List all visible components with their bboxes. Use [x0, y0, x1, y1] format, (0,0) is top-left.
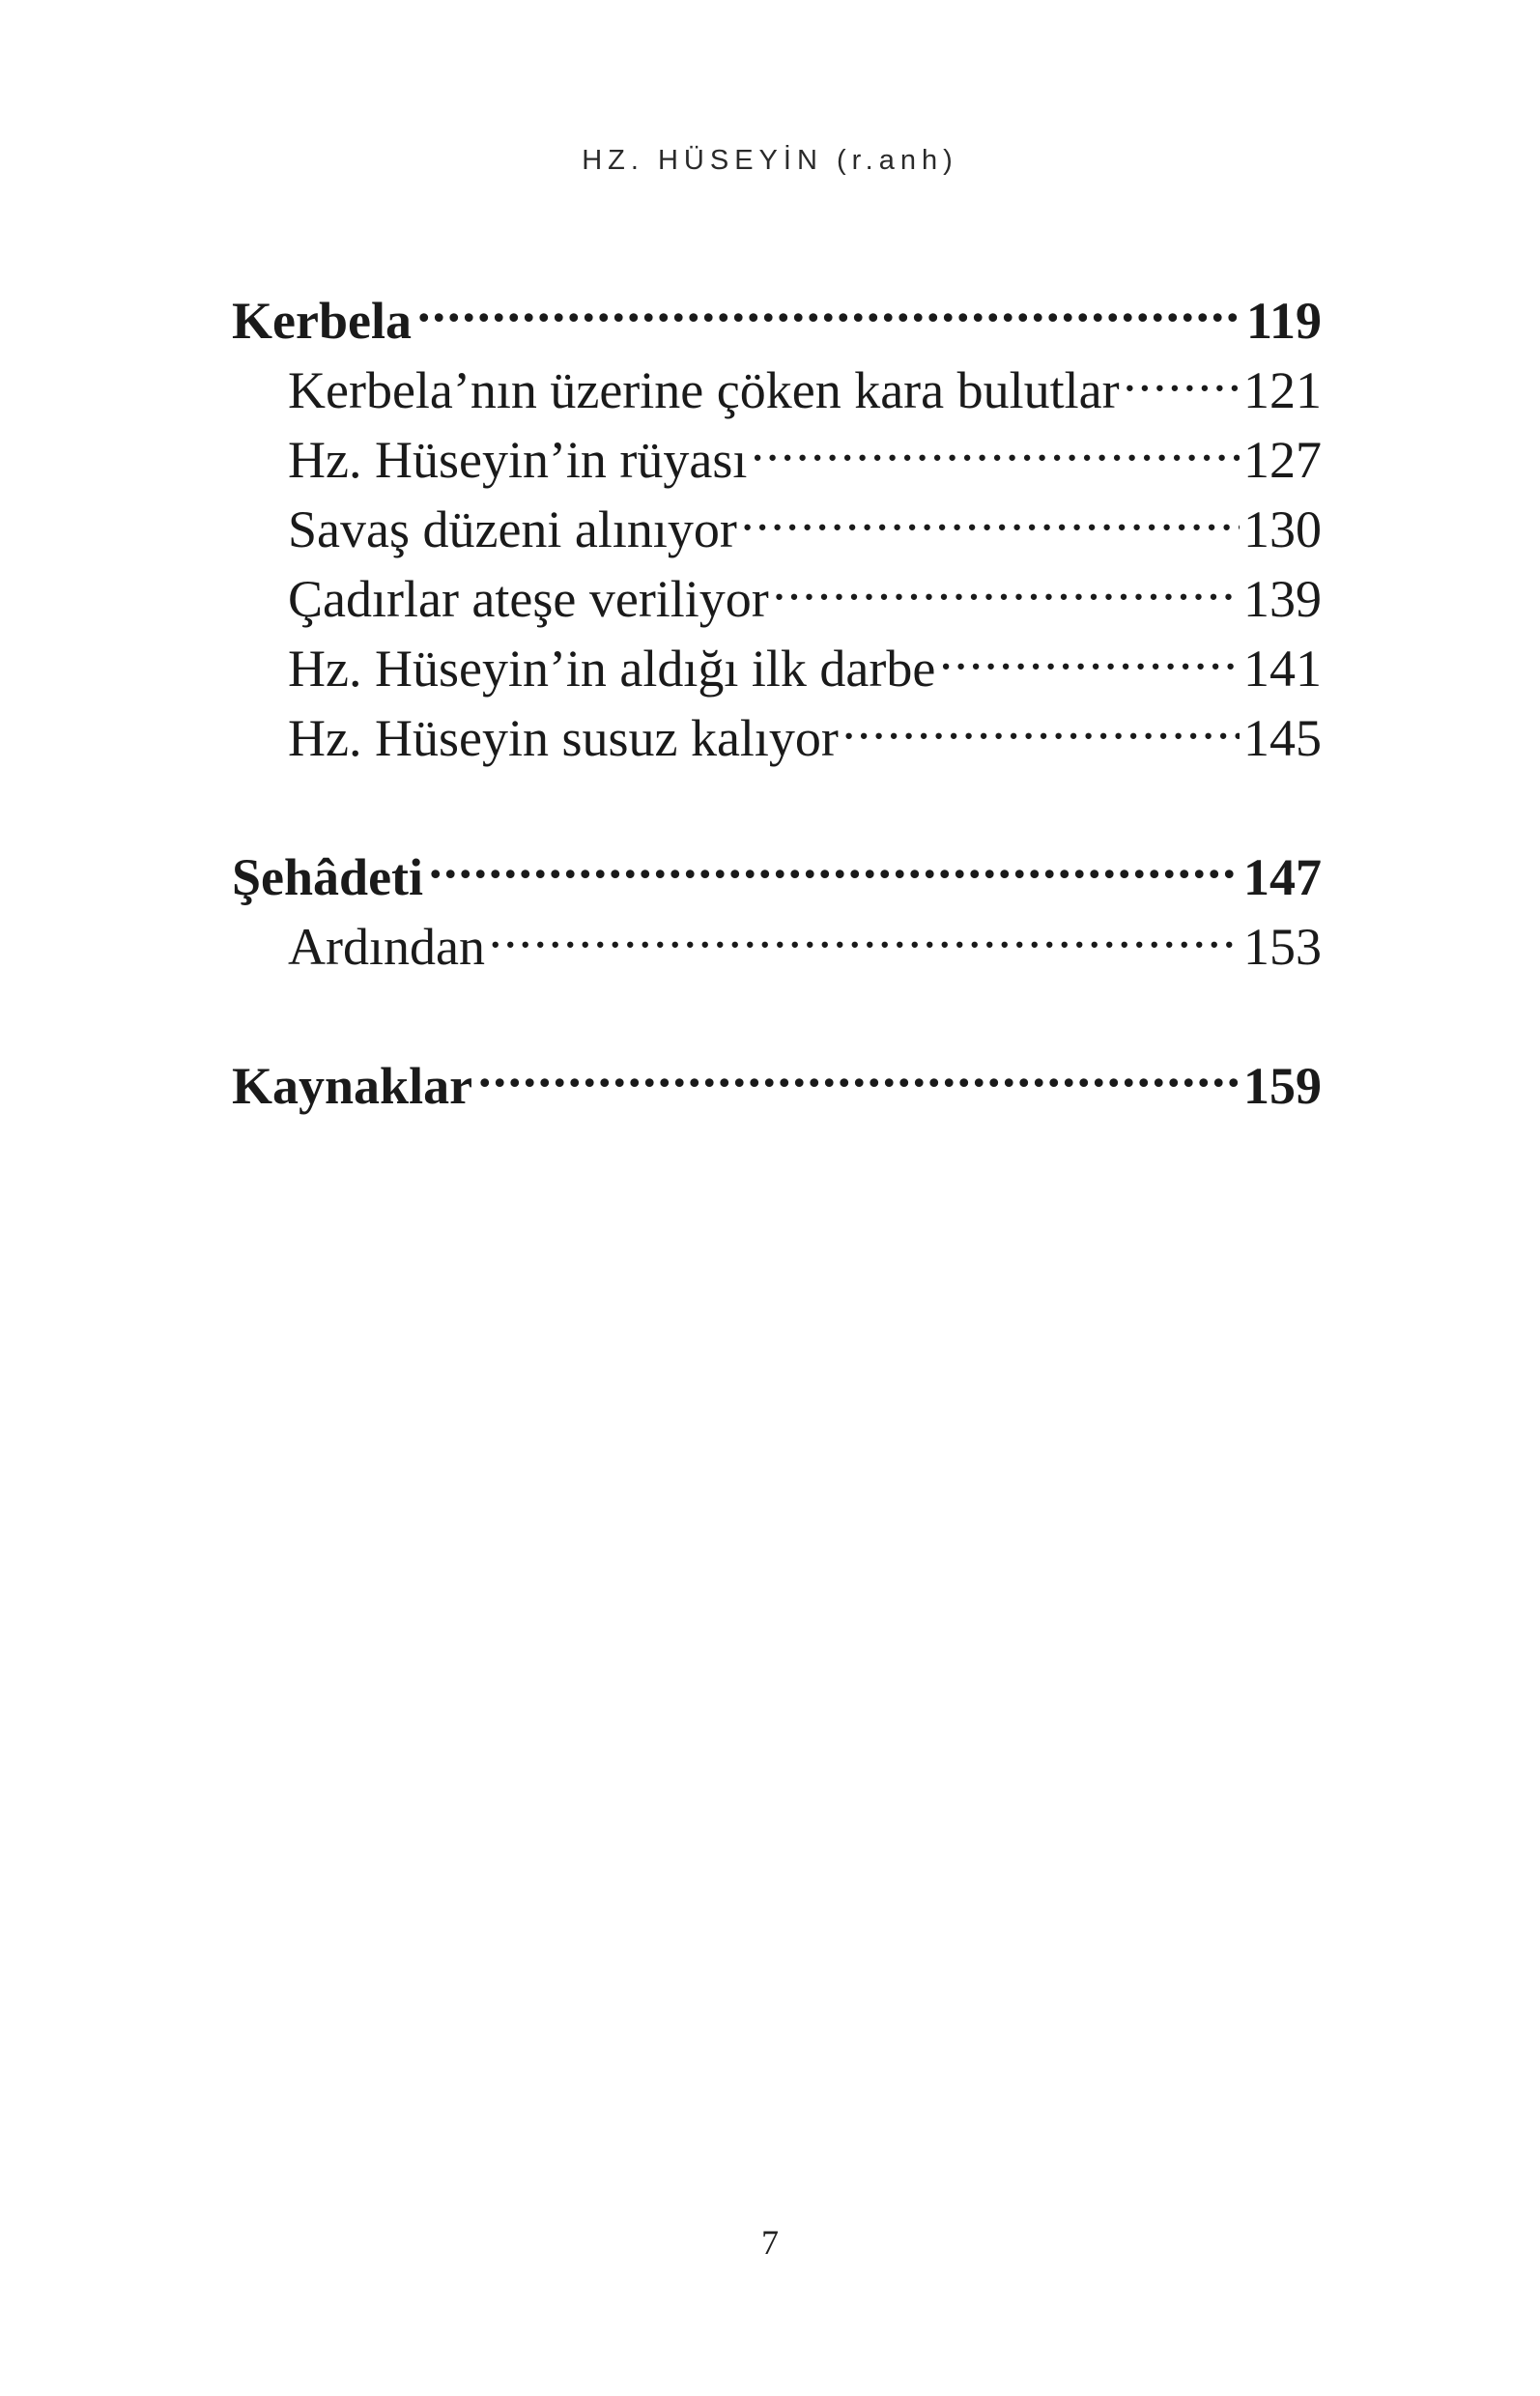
dot-leader [939, 616, 1240, 686]
entry-page-number: 127 [1243, 431, 1322, 489]
toc-section-sehadeti [232, 825, 1322, 976]
dot-leader [741, 477, 1240, 547]
entry-title: Hz. Hüseyin’in rüyası [288, 431, 748, 489]
entry-page-number: 153 [1243, 918, 1322, 976]
entry-title: Ardından [288, 918, 485, 976]
dot-leader [773, 547, 1240, 616]
chapter-title: Şehâdeti [232, 848, 424, 906]
chapter-page-number: 147 [1243, 848, 1322, 906]
entry-page-number: 139 [1243, 570, 1322, 628]
entry-title: Hz. Hüseyin susuz kalıyor [288, 709, 839, 767]
page-number: 7 [761, 2223, 779, 2262]
entry-title: Hz. Hüseyin’in aldığı ilk darbe [288, 640, 936, 698]
toc-section-kaynaklar [232, 1034, 1322, 1115]
entry-title: Çadırlar ateşe veriliyor [288, 570, 769, 628]
running-head: HZ. HÜSEYİN (r.anh) [582, 145, 958, 176]
dot-leader [429, 825, 1238, 895]
entry-page-number: 145 [1243, 709, 1322, 767]
dot-leader [1124, 338, 1240, 408]
toc-chapter[interactable] [232, 1034, 1322, 1115]
toc-section-kerbela [232, 269, 1322, 767]
chapter-title: Kaynaklar [232, 1057, 473, 1115]
entry-page-number: 121 [1243, 361, 1322, 419]
entry-title: Savaş düzeni alınıyor [288, 500, 737, 558]
toc-chapter[interactable] [232, 825, 1322, 906]
dot-leader [478, 1034, 1238, 1103]
chapter-page-number: 159 [1243, 1057, 1322, 1115]
entry-page-number: 141 [1243, 640, 1322, 698]
entry-page-number: 130 [1243, 500, 1322, 558]
entry-title: Kerbela’nın üzerine çöken kara bulutlar [288, 361, 1120, 419]
toc-chapter[interactable] [232, 269, 1322, 350]
dot-leader [489, 895, 1240, 964]
chapter-title: Kerbela [232, 292, 412, 350]
chapter-page-number: 119 [1245, 292, 1322, 350]
dot-leader [417, 269, 1241, 338]
table-of-contents [232, 269, 1322, 1173]
dot-leader [751, 408, 1240, 477]
dot-leader [842, 686, 1240, 756]
